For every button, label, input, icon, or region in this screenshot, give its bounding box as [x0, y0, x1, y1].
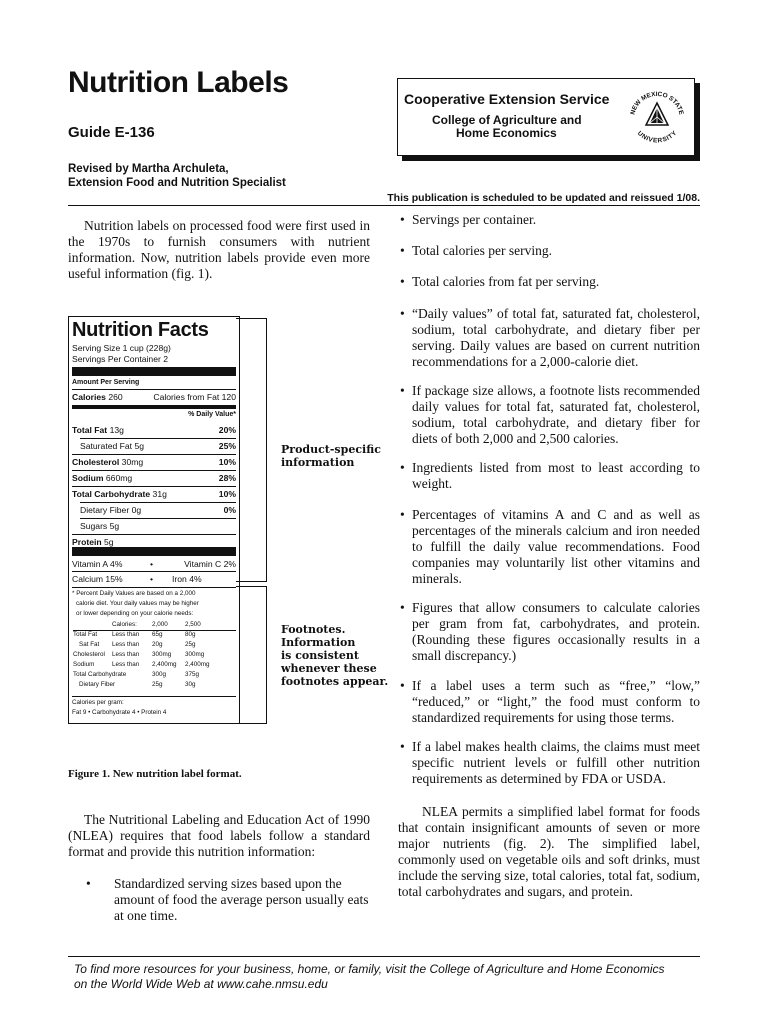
label-rule	[72, 389, 236, 390]
footnote-table-cell: 2,400mg	[185, 661, 210, 668]
reissue-notice: This publication is scheduled to be updated and reissued 1/08.	[387, 192, 700, 204]
bullet-icon: •	[400, 507, 405, 522]
nlea-paragraph: The Nutritional Labeling and Education Act of 1990 (NLEA) requires that food labels follow a standard format and provide this nutrition information:	[68, 812, 370, 859]
bullet-icon: •	[400, 274, 405, 289]
nutrient-name: Dietary Fiber	[80, 505, 130, 515]
label-rule	[72, 696, 236, 697]
nutrient-name: Sugars	[80, 521, 108, 531]
right-bullet-text: Figures that allow consumers to calculate calories per gram from fat, carbohydrates, and protein. (Rounding these figures occasionally results in a small discrepancy.)	[412, 600, 700, 663]
nutrient-name: Total Fat	[72, 425, 108, 435]
nutrient-amount: 5g	[104, 537, 114, 547]
mineral-bullet: •	[150, 574, 154, 584]
right-bullet-text: If a label uses a term such as “free,” “low,” “reduced,” or “light,” the food must conform to standardized requirements for using those terms.	[412, 678, 700, 725]
guide-number: Guide E-136	[68, 124, 155, 141]
label-thick-rule-2	[72, 547, 236, 556]
nutrient-amount: 30mg	[121, 457, 144, 467]
product-bracket	[236, 318, 267, 582]
footnote-line-3: or lower depending on your calorie needs:	[76, 610, 194, 617]
nutrient-row	[72, 473, 236, 483]
nutrient-daily-value: 20%	[218, 425, 236, 435]
nutrient-name: Total Carbohydrate	[72, 489, 151, 499]
label-rule	[72, 587, 236, 588]
calories-row	[72, 392, 236, 402]
footnote-table-cell: Calories:	[112, 621, 137, 628]
footnote-annotation-line: Footnotes.	[281, 623, 346, 636]
right-bullet-text: “Daily values” of total fat, saturated fat, cholesterol, sodium, total carbohydrate, and dietary fiber per serving. Daily values are based on current nutrition recommendations for a 2,000-calorie diet.	[412, 306, 700, 369]
svg-text:UNIVERSITY	[636, 129, 679, 144]
daily-value-header: % Daily Value*	[188, 411, 236, 418]
page-title: Nutrition Labels	[68, 66, 289, 99]
footnote-table-cell: Less than	[112, 641, 140, 648]
right-bullet-item	[400, 507, 700, 587]
label-rule	[72, 486, 236, 487]
footnote-table-cell: Dietary Fiber	[79, 681, 116, 688]
calories-per-gram-values: Fat 9 • Carbohydrate 4 • Protein 4	[72, 709, 167, 716]
calories-from-fat: Calories from Fat 120	[153, 392, 236, 402]
footnote-table-cell: 25g	[185, 641, 196, 648]
right-bullet-item	[400, 600, 700, 664]
calcium: Calcium 15%	[72, 574, 123, 584]
vitamin-a: Vitamin A 4%	[72, 559, 123, 569]
footnote-annotation	[281, 623, 388, 688]
product-annotation	[281, 443, 381, 469]
footnote-table-cell: 2,500	[185, 621, 201, 628]
product-annotation-line: information	[281, 456, 355, 469]
label-rule	[80, 438, 236, 439]
right-bullet-item	[400, 306, 700, 370]
footnote-table-cell: Less than	[112, 661, 140, 668]
nutrition-facts-label	[68, 316, 240, 724]
nutrient-amount: 13g	[109, 425, 124, 435]
product-annotation-line: Product-specific	[281, 443, 381, 456]
right-bullet-text: Ingredients listed from most to least according to weight.	[412, 460, 700, 491]
right-bullet-text: Total calories per serving.	[412, 243, 553, 258]
intro-paragraph: Nutrition labels on processed food were first used in the 1970s to furnish consumers with nutrient information. Now, nutrition labels provide even more useful information (fig. 1).	[68, 218, 370, 281]
right-bullet-item	[400, 739, 700, 787]
nutrient-daily-value: 28%	[218, 473, 236, 483]
vitamin-bullet: •	[150, 559, 154, 569]
right-bullet-text: If a label makes health claims, the claims must meet specific nutrient levels or fulfill other nutrition requirements as determined by FDA or USDA.	[412, 739, 700, 786]
right-bullet-text: If package size allows, a footnote lists recommended daily values for total fat, saturated fat, cholesterol, sodium, total carbohydrate, and dietary fiber for diets of both 2,000 and 2,500 calories.	[412, 383, 700, 446]
footnote-table-cell: 20g	[152, 641, 163, 648]
calories-value: 260	[108, 392, 123, 402]
seal-triangle-icon	[646, 103, 668, 125]
footnote-table-cell: Total Fat	[73, 631, 98, 638]
nutrient-amount: 5g	[134, 441, 145, 451]
footnote-table-cell: Total Carbohydrate	[73, 671, 127, 678]
iron: Iron 4%	[172, 574, 202, 584]
seal-bottom-text: UNIVERSITY	[635, 129, 679, 145]
nutrient-row	[72, 537, 236, 547]
bullet-icon: •	[400, 600, 405, 615]
bullet-icon: •	[400, 243, 405, 258]
right-bullet-item	[400, 212, 700, 228]
footnote-table-cell: 80g	[185, 631, 196, 638]
ces-logo-box	[397, 78, 695, 156]
label-title: Nutrition Facts	[72, 319, 209, 341]
bullet-icon: •	[400, 678, 405, 693]
footnote-table-cell: 300mg	[152, 651, 172, 658]
label-rule	[72, 454, 236, 455]
footnote-table-cell: Cholesterol	[73, 651, 105, 658]
footnote-annotation-line: footnotes appear.	[281, 675, 389, 688]
footnote-line-1: * Percent Daily Values are based on a 2,000	[72, 590, 196, 597]
bullet-icon: •	[86, 876, 91, 891]
footnote-table-cell: 25g	[152, 681, 163, 688]
nutrient-name: Cholesterol	[72, 457, 120, 467]
footnote-annotation-line: is consistent	[281, 649, 359, 662]
label-rule	[72, 470, 236, 471]
nutrient-row	[72, 441, 236, 451]
calories-label: Calories	[72, 392, 106, 402]
minerals-row	[72, 574, 236, 584]
nutrient-row	[72, 457, 236, 467]
footnote-annotation-line: Information	[281, 636, 356, 649]
nutrient-daily-value: 25%	[218, 441, 236, 451]
nutrient-amount: 660mg	[105, 473, 133, 483]
serving-size: Serving Size 1 cup (228g)	[72, 343, 171, 353]
footnote-table-cell: 300g	[152, 671, 167, 678]
nutrient-daily-value: 10%	[218, 489, 236, 499]
footnote-table-cell: 300mg	[185, 651, 205, 658]
servings-per-container: Servings Per Container 2	[72, 354, 169, 364]
nutrient-row	[72, 505, 236, 515]
revised-by: Revised by Martha Archuleta,	[68, 163, 229, 175]
nutrient-name: Sodium	[72, 473, 104, 483]
footnote-line-2: calorie diet. Your daily values may be higher	[76, 600, 199, 607]
bullet-icon: •	[400, 739, 405, 754]
right-bullet-item	[400, 243, 700, 259]
label-rule	[80, 518, 236, 519]
footnote-table-cell: 2,400mg	[152, 661, 177, 668]
nutrient-row	[72, 521, 236, 531]
ces-college: College of Agriculture and	[432, 113, 582, 127]
seal-top-text: NEW MEXICO STATE	[629, 90, 685, 116]
right-bullet-item	[400, 460, 700, 492]
label-rule	[72, 571, 236, 572]
nutrient-row	[72, 489, 236, 499]
label-thick-rule	[72, 367, 236, 376]
footnote-table-cell: Sat Fat	[79, 641, 100, 648]
nutrient-amount: 5g	[109, 521, 120, 531]
header-divider	[68, 205, 700, 206]
label-rule	[72, 534, 236, 535]
nutrient-daily-value: 0%	[223, 505, 236, 515]
nutrient-amount: 31g	[152, 489, 167, 499]
footer-line-2: on the World Wide Web at www.cahe.nmsu.edu	[74, 977, 328, 991]
footer-divider	[68, 956, 700, 957]
vitamins-row	[72, 559, 236, 569]
revised-by-title: Extension Food and Nutrition Specialist	[68, 177, 286, 189]
right-bullet-item	[400, 678, 700, 726]
footnote-bracket	[236, 586, 267, 724]
calories-per-gram: Calories per gram:	[72, 699, 124, 706]
right-bullet-text: Total calories from fat per serving.	[412, 274, 600, 289]
bullet-icon: •	[400, 383, 405, 398]
nutrient-name: Protein	[72, 537, 102, 547]
footnote-table-cell: 375g	[185, 671, 200, 678]
bullet-icon: •	[400, 306, 405, 321]
left-bullet-text: Standardized serving sizes based upon the amount of food the average person usually eats at one time.	[114, 876, 369, 923]
left-bullet-item	[68, 876, 370, 924]
ces-college-2: Home Economics	[456, 126, 557, 140]
footnote-table-cell: 65g	[152, 631, 163, 638]
label-rule	[80, 502, 236, 503]
vitamin-c: Vitamin C 2%	[184, 559, 236, 569]
nutrient-daily-value: 10%	[218, 457, 236, 467]
footer-line-1: To find more resources for your business, home, or family, visit the College of Agriculture and Home Economics	[74, 962, 665, 976]
right-bullet-text: Servings per container.	[412, 212, 537, 227]
figure-caption: Figure 1. New nutrition label format.	[68, 768, 242, 780]
footnote-table-cell: Less than	[112, 631, 140, 638]
right-bullet-item	[400, 383, 700, 447]
footnote-table-cell: 2,000	[152, 621, 168, 628]
simplified-label-paragraph: NLEA permits a simplified label format for foods that contain insignificant amounts of seven or more major nutrients (fig. 2). The simplified label, commonly used on vegetable oils and soft drinks, must include the serving size, total calories, total fat, sodium, total carbohydrates and sugars, and protein.	[398, 804, 700, 899]
nutrient-row	[72, 425, 236, 435]
bullet-icon: •	[400, 460, 405, 475]
footnote-table-cell: 30g	[185, 681, 196, 688]
label-medium-rule	[72, 405, 236, 409]
ces-title: Cooperative Extension Service	[404, 91, 610, 107]
nutrient-amount: 0g	[131, 505, 142, 515]
amount-per-serving: Amount Per Serving	[72, 379, 140, 386]
footnote-table-cell: Less than	[112, 651, 140, 658]
nutrient-name: Saturated Fat	[80, 441, 133, 451]
bullet-icon: •	[400, 212, 405, 227]
nmsu-seal-icon	[624, 83, 690, 149]
right-bullet-text: Percentages of vitamins A and C and as well as percentages of the minerals calcium and iron needed to fulfill the daily value recommendations. Food companies may voluntarily list other vitamins and minerals.	[412, 507, 700, 586]
right-bullet-item	[400, 274, 700, 290]
footnote-annotation-line: whenever these	[281, 662, 377, 675]
footnote-table-cell: Sodium	[73, 661, 95, 668]
